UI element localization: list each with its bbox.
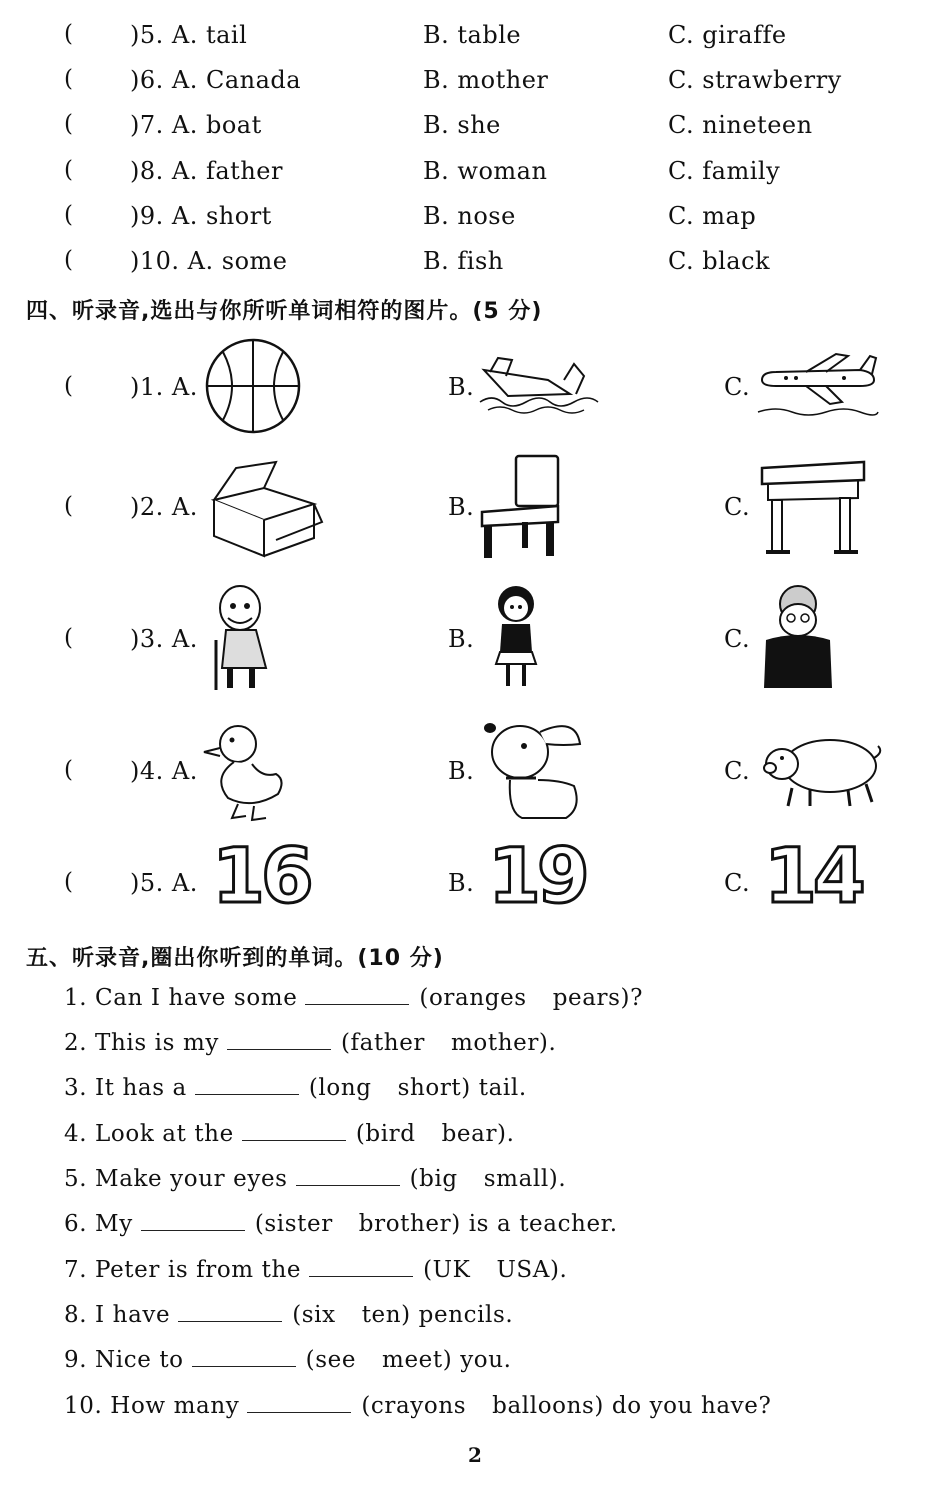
option-b-label: B. — [448, 625, 475, 653]
choice-1[interactable]: (UK — [423, 1257, 471, 1283]
option-b-label: B. — [448, 493, 475, 521]
section4-heading: 四、听录音,选出与你所听单词相符的图片。(5 分) — [26, 299, 543, 324]
fill-sentence — [64, 1393, 771, 1419]
choice-2[interactable]: mother). — [451, 1030, 557, 1056]
choice-1[interactable]: (sister — [254, 1211, 333, 1237]
plane-picture — [756, 350, 880, 420]
sentence-text: 1. Can I have some — [64, 985, 298, 1011]
desk-picture — [760, 458, 866, 558]
boat-picture — [478, 350, 602, 414]
option-b: B. fish — [423, 247, 504, 275]
option-a: )8. A. father — [130, 157, 283, 185]
choice-2[interactable]: bear). — [441, 1121, 515, 1147]
choice-2[interactable]: USA). — [496, 1257, 568, 1283]
choice-1[interactable]: (father — [340, 1030, 426, 1056]
choice-2[interactable]: small). — [483, 1166, 567, 1192]
sentence-text: 6. My — [64, 1211, 133, 1237]
option-a: )9. A. short — [130, 202, 272, 230]
option-c-label: C. — [724, 493, 751, 521]
option-c: C. family — [668, 157, 781, 185]
option-a: )7. A. boat — [130, 111, 262, 139]
section5-heading: 五、听录音,圈出你听到的单词。(10 分) — [26, 946, 444, 971]
dog-picture — [480, 716, 586, 824]
answer-paren: ( — [64, 625, 73, 651]
answer-blank[interactable] — [141, 1212, 245, 1231]
choice-1[interactable]: (bird — [355, 1121, 416, 1147]
option-c-label: C. — [724, 373, 751, 401]
answer-paren: ( — [64, 869, 73, 895]
answer-paren: ( — [64, 66, 73, 92]
basketball-picture — [205, 338, 301, 434]
page-number: 2 — [468, 1443, 482, 1467]
option-b: B. mother — [423, 66, 549, 94]
answer-blank[interactable] — [227, 1031, 331, 1050]
choice-1[interactable]: (crayons — [361, 1393, 467, 1419]
choice-2[interactable]: brother) is a teacher. — [358, 1211, 618, 1237]
option-b-label: B. — [448, 757, 475, 785]
answer-blank[interactable] — [296, 1167, 400, 1186]
choice-2[interactable]: meet) you. — [382, 1347, 512, 1373]
fill-sentence — [64, 1121, 515, 1147]
choice-1[interactable]: (long — [308, 1075, 372, 1101]
choice-1[interactable]: (oranges — [419, 985, 527, 1011]
choice-2[interactable]: short) tail. — [397, 1075, 527, 1101]
answer-paren: ( — [64, 202, 73, 228]
sentence-text: 4. Look at the — [64, 1121, 234, 1147]
answer-blank[interactable] — [178, 1303, 282, 1322]
box-picture — [206, 460, 324, 558]
answer-paren: ( — [64, 373, 73, 399]
sentence-text: 2. This is my — [64, 1030, 219, 1056]
option-a-label: )2. A. — [130, 493, 198, 521]
choice-2[interactable]: balloons) do you have? — [492, 1393, 772, 1419]
option-a: )6. A. Canada — [130, 66, 302, 94]
fill-sentence — [64, 1075, 527, 1101]
number-14-picture: 14 — [764, 831, 862, 920]
grandma-picture — [760, 582, 836, 692]
option-c: C. nineteen — [668, 111, 813, 139]
sentence-text: 8. I have — [64, 1302, 171, 1328]
answer-paren: ( — [64, 157, 73, 183]
duck-picture — [202, 718, 290, 822]
answer-paren: ( — [64, 111, 73, 137]
option-b-label: B. — [448, 869, 475, 897]
option-b: B. she — [423, 111, 501, 139]
choice-2[interactable]: ten) pencils. — [361, 1302, 514, 1328]
fill-sentence — [64, 1211, 618, 1237]
option-b-label: B. — [448, 373, 475, 401]
option-c-label: C. — [724, 625, 751, 653]
answer-blank[interactable] — [192, 1348, 296, 1367]
option-a: )5. A. tail — [130, 21, 248, 49]
option-a-label: )4. A. — [130, 757, 198, 785]
fill-sentence — [64, 1347, 512, 1373]
fill-sentence — [64, 1257, 567, 1283]
answer-paren: ( — [64, 21, 73, 47]
option-c: C. black — [668, 247, 771, 275]
option-a-label: )5. A. — [130, 869, 198, 897]
choice-1[interactable]: (big — [409, 1166, 458, 1192]
option-c: C. giraffe — [668, 21, 787, 49]
fill-sentence — [64, 985, 643, 1011]
girl-picture — [488, 584, 544, 694]
option-a: )10. A. some — [130, 247, 288, 275]
answer-paren: ( — [64, 757, 73, 783]
choice-2[interactable]: pears)? — [552, 985, 644, 1011]
sentence-text: 9. Nice to — [64, 1347, 184, 1373]
number-19-picture: 19 — [488, 831, 586, 920]
sentence-text: 3. It has a — [64, 1075, 187, 1101]
choice-1[interactable]: (see — [305, 1347, 357, 1373]
option-b: B. woman — [423, 157, 548, 185]
answer-blank[interactable] — [195, 1076, 299, 1095]
answer-blank[interactable] — [305, 986, 409, 1005]
sentence-text: 5. Make your eyes — [64, 1166, 288, 1192]
grandpa-picture — [204, 584, 282, 694]
sentence-text: 10. How many — [64, 1393, 240, 1419]
answer-paren: ( — [64, 247, 73, 273]
answer-blank[interactable] — [242, 1122, 346, 1141]
option-c: C. strawberry — [668, 66, 842, 94]
choice-1[interactable]: (six — [292, 1302, 336, 1328]
option-a-label: )1. A. — [130, 373, 198, 401]
fill-sentence — [64, 1166, 566, 1192]
chair-picture — [480, 452, 560, 562]
number-16-picture: 16 — [212, 831, 310, 920]
answer-paren: ( — [64, 493, 73, 519]
option-c: C. map — [668, 202, 757, 230]
fill-sentence — [64, 1030, 556, 1056]
fill-sentence — [64, 1302, 513, 1328]
option-c-label: C. — [724, 869, 751, 897]
option-b: B. nose — [423, 202, 516, 230]
option-c-label: C. — [724, 757, 751, 785]
answer-blank[interactable] — [309, 1258, 413, 1277]
sentence-text: 7. Peter is from the — [64, 1257, 302, 1283]
pig-picture — [762, 728, 884, 810]
answer-blank[interactable] — [247, 1394, 351, 1413]
option-a-label: )3. A. — [130, 625, 198, 653]
option-b: B. table — [423, 21, 522, 49]
